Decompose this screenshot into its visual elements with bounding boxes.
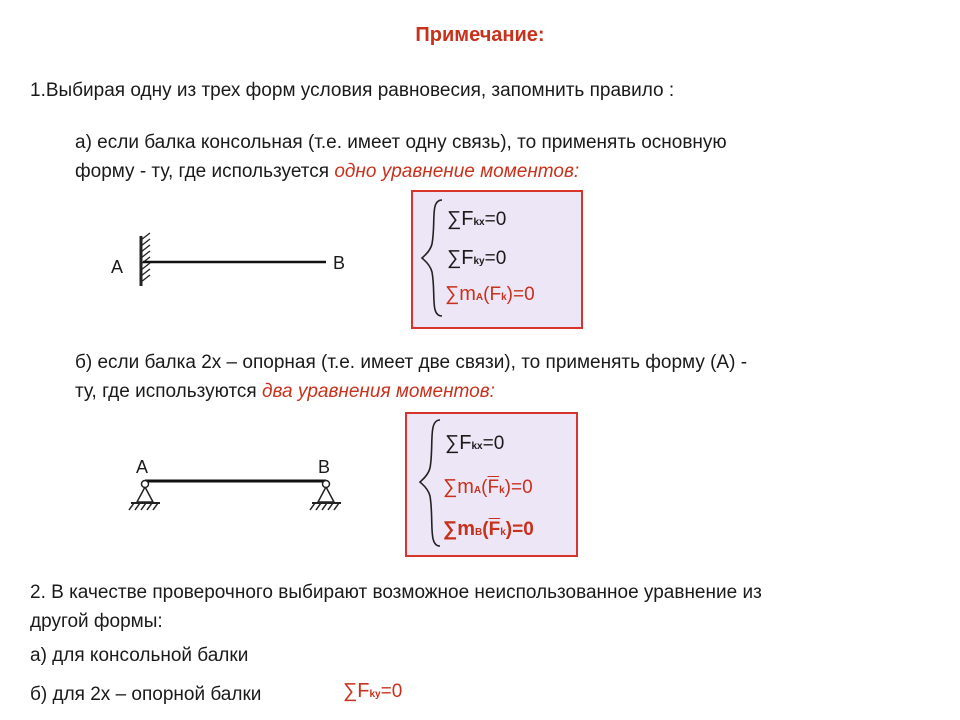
eq-b-sum-ma: $\sum mA(\overline{F}k)=0$ <box>443 476 533 498</box>
check-eq-sum-fky: ∑Fky=0 <box>343 680 403 702</box>
case-a-line2 <box>75 161 579 183</box>
cantilever-label-a: А <box>111 257 124 277</box>
case-b-line2-plain: ту, где используются <box>75 381 263 402</box>
eq-a-sum-fky: ∑Fky=0 <box>447 247 507 269</box>
check-rule-line1: 2. В качестве проверочного выбирают возможное неиспользованное уравнение из <box>30 582 762 603</box>
case-b-highlight: два уравнения моментов: <box>262 381 495 402</box>
rule-intro: 1.Выбирая одну из трех форм условия равновесия, запомнить правило : <box>30 80 675 101</box>
support-a-icon <box>129 481 160 511</box>
case-a-highlight: одно уравнение моментов: <box>334 161 580 182</box>
check-rule-line2: другой формы: <box>30 611 163 632</box>
case-a-line1: а) если балка консольная (т.е. имеет одну связь), то применять основную <box>75 132 727 153</box>
case-b-line2 <box>75 381 495 403</box>
eq-a-sum-ma: ∑mA(Fk)=0 <box>445 283 535 305</box>
page-title: Примечание: <box>415 24 545 46</box>
eq-a-sum-fkx: ∑Fkx=0 <box>447 208 507 230</box>
check-rule-b: б) для 2х – опорной балки <box>30 684 262 705</box>
eq-b-sum-fkx: ∑Fkx=0 <box>445 432 505 454</box>
check-rule-a: а) для консольной балки <box>30 645 249 666</box>
case-a-line2-plain: форму - ту, где используется <box>75 161 335 182</box>
support-b-icon <box>310 481 341 511</box>
beam-label-a: А <box>136 457 149 477</box>
case-b-line1: б) если балка 2х – опорная (т.е. имеет две связи), то применять форму (А) - <box>75 352 748 373</box>
wall-hatching <box>141 233 150 282</box>
beam-label-b: В <box>318 457 331 477</box>
eq-b-sum-mb: $\sum mB(\overline{F}k)=0$ <box>443 518 534 540</box>
cantilever-label-b: В <box>333 253 346 273</box>
